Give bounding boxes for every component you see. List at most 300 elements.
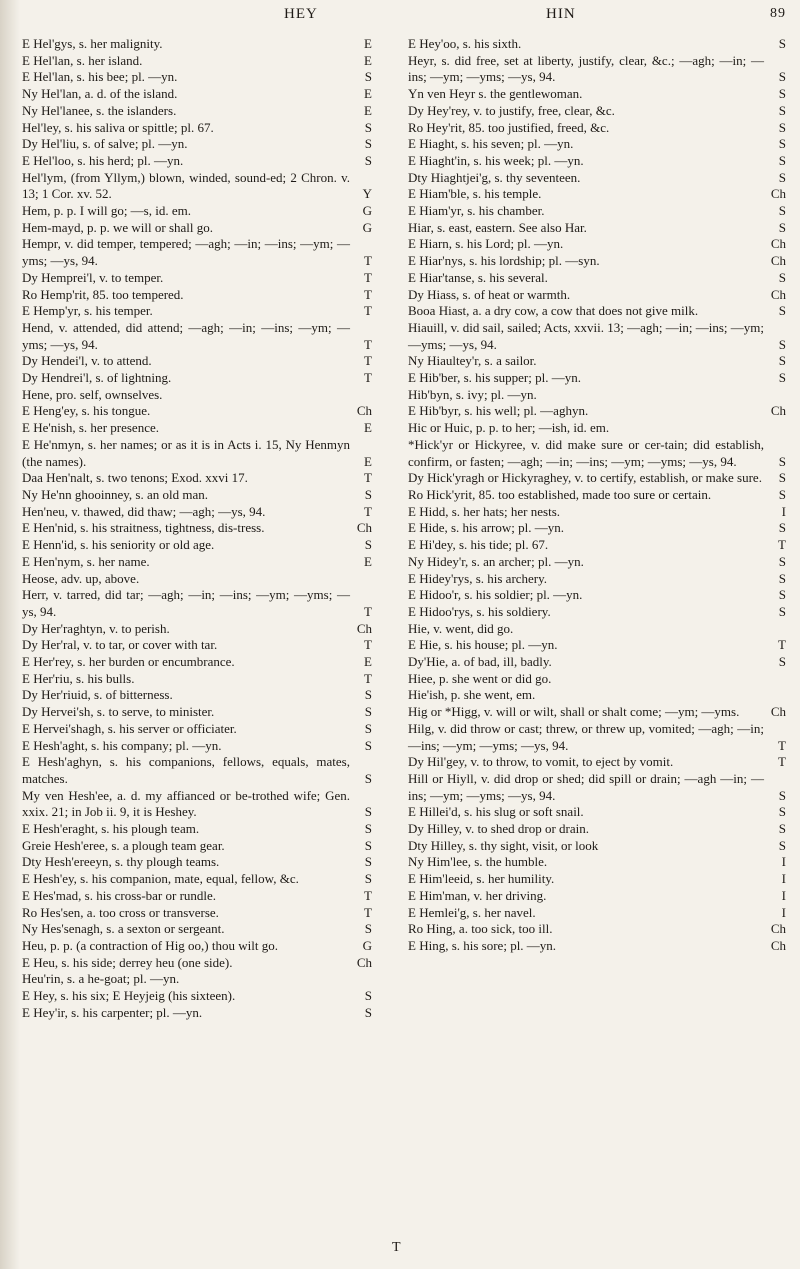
header-right-guide-word: HIN bbox=[546, 6, 576, 22]
dictionary-entry bbox=[22, 53, 372, 70]
entry-text: E Henn'id, s. his seniority or old age. bbox=[22, 537, 215, 553]
entry-text: Hempr, v. did temper, tempered; —agh; —in; —ins; —ym; —yms; —ys, 94. bbox=[22, 236, 350, 269]
entry-text: E Hide, s. his arrow; pl. —yn. bbox=[408, 520, 564, 536]
entry-source-tag: S bbox=[775, 120, 786, 137]
entry-text: Heu, p. p. (a contraction of Hig oo,) thou wilt go. bbox=[22, 937, 278, 953]
entry-source-tag: T bbox=[360, 637, 372, 654]
dictionary-entry bbox=[22, 537, 372, 554]
entry-text: Ro Hemp'rit, 85. too tempered. bbox=[22, 286, 184, 302]
dictionary-entry bbox=[22, 353, 372, 370]
entry-source-tag: S bbox=[361, 771, 372, 788]
entry-source-tag: S bbox=[775, 470, 786, 487]
entry-source-tag: S bbox=[361, 69, 372, 86]
entry-text: E He'nmyn, s. her names; or as it is in Acts i. 15, Ny Henmyn (the names). bbox=[22, 436, 350, 469]
entry-source-tag: S bbox=[775, 838, 786, 855]
dictionary-entry bbox=[22, 888, 372, 905]
entry-text: E Hib'byr, s. his well; pl. —aghyn. bbox=[408, 403, 589, 419]
dictionary-entry bbox=[408, 504, 786, 521]
entry-source-tag: T bbox=[360, 287, 372, 304]
dictionary-entry bbox=[408, 671, 786, 688]
entry-text: Dty Hilley, s. thy sight, visit, or look bbox=[408, 837, 599, 853]
entry-text: E Hidey'rys, s. his archery. bbox=[408, 570, 548, 586]
dictionary-entry bbox=[408, 370, 786, 387]
dictionary-entry bbox=[408, 704, 786, 721]
entry-text: Greie Hesh'eree, s. a plough team gear. bbox=[22, 837, 225, 853]
entry-text: E Hi'dey, s. his tide; pl. 67. bbox=[408, 537, 549, 553]
entry-text: Hie'ish, p. she went, em. bbox=[408, 687, 536, 703]
entry-source-tag: Ch bbox=[353, 621, 372, 638]
entry-text: Hic or Huic, p. p. to her; —ish, id. em. bbox=[408, 420, 610, 436]
entry-source-tag: S bbox=[775, 103, 786, 120]
dictionary-entry bbox=[22, 153, 372, 170]
entry-source-tag: S bbox=[775, 571, 786, 588]
dictionary-entry bbox=[408, 604, 786, 621]
entry-source-tag: T bbox=[360, 504, 372, 521]
dictionary-entry bbox=[22, 504, 372, 521]
dictionary-entry bbox=[22, 387, 372, 404]
entry-source-tag: S bbox=[361, 1005, 372, 1022]
entry-text: E Hel'gys, s. her malignity. bbox=[22, 36, 163, 51]
entry-source-tag: S bbox=[361, 153, 372, 170]
entry-text: Dty Hesh'ereeyn, s. thy plough teams. bbox=[22, 854, 220, 870]
entry-source-tag: T bbox=[360, 270, 372, 287]
dictionary-entry bbox=[408, 86, 786, 103]
header-left-guide-word: HEY bbox=[284, 6, 318, 22]
entry-text: E Hen'nym, s. her name. bbox=[22, 553, 150, 569]
dictionary-entry bbox=[408, 103, 786, 120]
entry-source-tag: E bbox=[360, 420, 372, 437]
entry-source-tag: Ch bbox=[353, 955, 372, 972]
entry-source-tag: S bbox=[775, 604, 786, 621]
entry-text: E Hidoo'rys, s. his soldiery. bbox=[408, 603, 551, 619]
dictionary-entry bbox=[408, 905, 786, 922]
entry-source-tag: S bbox=[775, 788, 786, 805]
entry-source-tag: T bbox=[774, 637, 786, 654]
dictionary-entry bbox=[22, 971, 372, 988]
entry-text: E Hesh'eraght, s. his plough team. bbox=[22, 821, 200, 837]
dictionary-entry bbox=[22, 821, 372, 838]
entry-text: Ny Hes'senagh, s. a sexton or sergeant. bbox=[22, 921, 225, 937]
entry-text: Hilg, v. did throw or cast; threw, or threw up, vomited; —agh; —in; —ins; —ym; —yms; —ys, 94. bbox=[408, 720, 764, 753]
entry-text: *Hick'yr or Hickyree, v. did make sure or cer-tain; did establish, confirm, or fasten; —agh; —in; —ins; —ym; —yms; —ys, 94. bbox=[408, 436, 764, 469]
dictionary-entry bbox=[22, 236, 372, 269]
dictionary-entry bbox=[22, 788, 372, 821]
entry-source-tag: I bbox=[778, 871, 786, 888]
dictionary-entry bbox=[22, 571, 372, 588]
entry-source-tag: S bbox=[775, 520, 786, 537]
dictionary-entry bbox=[408, 270, 786, 287]
entry-source-tag: S bbox=[775, 370, 786, 387]
dictionary-entry bbox=[22, 203, 372, 220]
entry-source-tag: S bbox=[361, 988, 372, 1005]
entry-text: Hem, p. p. I will go; —s, id. em. bbox=[22, 203, 191, 219]
entry-text: Ny Hel'lan, a. d. of the island. bbox=[22, 86, 178, 102]
dictionary-entry bbox=[22, 921, 372, 938]
entry-text: E Hel'lan, s. her island. bbox=[22, 52, 143, 68]
entry-source-tag: S bbox=[361, 921, 372, 938]
entry-source-tag: Ch bbox=[767, 253, 786, 270]
entry-source-tag: G bbox=[359, 203, 372, 220]
entry-text: Dy Hervei'sh, s. to serve, to minister. bbox=[22, 704, 215, 720]
entry-source-tag: E bbox=[360, 36, 372, 53]
dictionary-entry bbox=[408, 687, 786, 704]
entry-source-tag: S bbox=[775, 353, 786, 370]
entry-text: Dy Hick'yragh or Hickyraghey, v. to certify, establish, or make sure. bbox=[408, 470, 762, 486]
entry-text: Dy Her'ral, v. to tar, or cover with tar. bbox=[22, 637, 218, 653]
left-column bbox=[22, 36, 372, 1021]
entry-source-tag: E bbox=[360, 554, 372, 571]
entry-source-tag: S bbox=[775, 36, 786, 53]
dictionary-entry bbox=[408, 854, 786, 871]
dictionary-entry bbox=[408, 754, 786, 771]
dictionary-entry bbox=[408, 170, 786, 187]
dictionary-entry bbox=[408, 654, 786, 671]
entry-text: Ro Hes'sen, a. too cross or transverse. bbox=[22, 904, 219, 920]
dictionary-entry bbox=[408, 537, 786, 554]
entry-source-tag: G bbox=[359, 220, 372, 237]
entry-text: E Hesh'ey, s. his companion, mate, equal, fellow, &c. bbox=[22, 871, 299, 887]
entry-text: Ny Hidey'r, s. an archer; pl. —yn. bbox=[408, 553, 584, 569]
dictionary-entry bbox=[22, 136, 372, 153]
dictionary-entry bbox=[22, 103, 372, 120]
dictionary-entry bbox=[22, 704, 372, 721]
entry-text: Dy Hendei'l, v. to attend. bbox=[22, 353, 152, 369]
entry-text: Dy Hey'rey, v. to justify, free, clear, &c. bbox=[408, 102, 615, 118]
entry-text: Dy Hemprei'l, v. to temper. bbox=[22, 269, 164, 285]
dictionary-entry bbox=[408, 136, 786, 153]
dictionary-entry bbox=[408, 120, 786, 137]
entry-text: E Hiar'nys, s. his lordship; pl. —syn. bbox=[408, 253, 600, 269]
entry-text: Ny He'nn ghooinney, s. an old man. bbox=[22, 486, 208, 502]
entry-text: Ny Him'lee, s. the humble. bbox=[408, 854, 548, 870]
dictionary-entry bbox=[408, 520, 786, 537]
entry-source-tag: T bbox=[360, 604, 372, 621]
entry-source-tag: S bbox=[361, 721, 372, 738]
entry-source-tag: T bbox=[360, 253, 372, 270]
entry-text: E Hiarn, s. his Lord; pl. —yn. bbox=[408, 236, 564, 252]
entry-source-tag: E bbox=[360, 103, 372, 120]
entry-source-tag: T bbox=[360, 370, 372, 387]
dictionary-entry bbox=[22, 303, 372, 320]
entry-text: E Hemp'yr, s. his temper. bbox=[22, 303, 153, 319]
entry-source-tag: S bbox=[775, 554, 786, 571]
entry-text: E Hing, s. his sore; pl. —yn. bbox=[408, 937, 557, 953]
dictionary-entry bbox=[408, 236, 786, 253]
dictionary-entry bbox=[408, 571, 786, 588]
dictionary-entry bbox=[22, 955, 372, 972]
entry-text: E Hillei'd, s. his slug or soft snail. bbox=[408, 804, 584, 820]
entry-source-tag: Ch bbox=[767, 921, 786, 938]
entry-source-tag: Ch bbox=[353, 403, 372, 420]
entry-source-tag: T bbox=[360, 905, 372, 922]
entry-source-tag: S bbox=[361, 136, 372, 153]
entry-text: E Hie, s. his house; pl. —yn. bbox=[408, 637, 558, 653]
entry-source-tag: Ch bbox=[353, 520, 372, 537]
entry-text: Dty Hiaghtjei'g, s. thy seventeen. bbox=[408, 169, 581, 185]
dictionary-entry bbox=[408, 771, 786, 804]
dictionary-entry bbox=[408, 470, 786, 487]
entry-text: Dy Her'raghtyn, v. to perish. bbox=[22, 620, 170, 636]
entry-source-tag: E bbox=[360, 86, 372, 103]
dictionary-entry bbox=[22, 287, 372, 304]
dictionary-entry bbox=[22, 370, 372, 387]
page-binding-edge bbox=[0, 0, 20, 1269]
entry-source-tag: S bbox=[775, 170, 786, 187]
entry-text: Heose, adv. up, above. bbox=[22, 570, 140, 586]
entry-text: E Heu, s. his side; derrey heu (one side). bbox=[22, 954, 233, 970]
entry-text: E Hiar'tanse, s. his several. bbox=[408, 269, 548, 285]
dictionary-entry bbox=[22, 270, 372, 287]
entry-source-tag: T bbox=[360, 353, 372, 370]
dictionary-entry bbox=[408, 637, 786, 654]
dictionary-entry bbox=[408, 938, 786, 955]
dictionary-entry bbox=[22, 1005, 372, 1022]
entry-source-tag: T bbox=[360, 470, 372, 487]
entry-source-tag: E bbox=[360, 454, 372, 471]
entry-text: E Hey, s. his six; E Heyjeig (his sixteen). bbox=[22, 988, 236, 1004]
entry-source-tag: I bbox=[778, 504, 786, 521]
entry-source-tag: S bbox=[361, 120, 372, 137]
entry-text: Hend, v. attended, did attend; —agh; —in; —ins; —ym; —yms; —ys, 94. bbox=[22, 319, 350, 352]
entry-source-tag: S bbox=[361, 687, 372, 704]
entry-text: Yn ven Heyr s. the gentlewoman. bbox=[408, 86, 583, 102]
dictionary-entry bbox=[22, 69, 372, 86]
entry-text: Heu'rin, s. a he-goat; pl. —yn. bbox=[22, 971, 180, 987]
entry-source-tag: Ch bbox=[767, 403, 786, 420]
page-header bbox=[46, 6, 786, 30]
entry-source-tag: S bbox=[775, 153, 786, 170]
entry-source-tag: Ch bbox=[767, 704, 786, 721]
entry-text: E Hidd, s. her hats; her nests. bbox=[408, 503, 561, 519]
dictionary-entry bbox=[22, 320, 372, 353]
entry-source-tag: S bbox=[775, 454, 786, 471]
dictionary-entry bbox=[408, 821, 786, 838]
entry-text: Hiee, p. she went or did go. bbox=[408, 670, 552, 686]
entry-text: E Hel'loo, s. his herd; pl. —yn. bbox=[22, 152, 184, 168]
entry-text: Hib'byn, s. ivy; pl. —yn. bbox=[408, 386, 537, 402]
entry-source-tag: E bbox=[360, 654, 372, 671]
entry-text: Hen'neu, v. thawed, did thaw; —agh; —ys, 94. bbox=[22, 503, 266, 519]
entry-text: E Hervei'shagh, s. his server or officiater. bbox=[22, 720, 237, 736]
entry-source-tag: S bbox=[361, 537, 372, 554]
entry-text: Ro Hey'rit, 85. too justified, freed, &c. bbox=[408, 119, 610, 135]
entry-text: Hig or *Higg, v. will or wilt, shall or shalt come; —ym; —yms. bbox=[408, 704, 740, 720]
dictionary-entry bbox=[22, 520, 372, 537]
entry-source-tag: S bbox=[775, 86, 786, 103]
entry-source-tag: S bbox=[775, 136, 786, 153]
dictionary-entry bbox=[22, 687, 372, 704]
entry-source-tag: T bbox=[774, 754, 786, 771]
entry-source-tag: S bbox=[775, 804, 786, 821]
entry-text: E Hemlei'g, s. her navel. bbox=[408, 904, 536, 920]
entry-text: E Hiam'ble, s. his temple. bbox=[408, 186, 542, 202]
entry-source-tag: S bbox=[361, 854, 372, 871]
dictionary-entry bbox=[408, 804, 786, 821]
entry-source-tag: T bbox=[774, 537, 786, 554]
entry-text: E Her'riu, s. his bulls. bbox=[22, 670, 135, 686]
dictionary-entry bbox=[22, 220, 372, 237]
entry-text: Daa Hen'nalt, s. two tenons; Exod. xxvi 17. bbox=[22, 470, 248, 486]
entry-source-tag: S bbox=[775, 821, 786, 838]
dictionary-entry bbox=[22, 871, 372, 888]
entry-source-tag: S bbox=[361, 821, 372, 838]
dictionary-entry bbox=[22, 420, 372, 437]
entry-text: Heyr, s. did free, set at liberty, justify, clear, &c.; —agh; —in; —ins; —ym; —yms; —ys, 94. bbox=[408, 52, 764, 85]
dictionary-entry bbox=[408, 403, 786, 420]
entry-text: Dy'Hie, a. of bad, ill, badly. bbox=[408, 654, 552, 670]
dictionary-entry bbox=[22, 36, 372, 53]
entry-text: E He'nish, s. her presence. bbox=[22, 420, 159, 436]
entry-text: E Hidoo'r, s. his soldier; pl. —yn. bbox=[408, 587, 583, 603]
dictionary-entry bbox=[408, 888, 786, 905]
entry-text: Hel'ley, s. his saliva or spittle; pl. 67. bbox=[22, 119, 214, 135]
entry-source-tag: S bbox=[775, 270, 786, 287]
dictionary-entry bbox=[408, 287, 786, 304]
dictionary-entry bbox=[22, 86, 372, 103]
entry-text: E Him'leeid, s. her humility. bbox=[408, 871, 555, 887]
dictionary-entry bbox=[408, 721, 786, 754]
dictionary-entry bbox=[408, 220, 786, 237]
entry-source-tag: S bbox=[361, 704, 372, 721]
dictionary-entry bbox=[408, 871, 786, 888]
entry-text: E Hel'lan, s. his bee; pl. —yn. bbox=[22, 69, 178, 85]
dictionary-entry bbox=[22, 120, 372, 137]
entry-text: E Hib'ber, s. his supper; pl. —yn. bbox=[408, 370, 581, 386]
entry-text: E Hesh'aght, s. his company; pl. —yn. bbox=[22, 737, 222, 753]
dictionary-entry bbox=[22, 654, 372, 671]
entry-source-tag: S bbox=[775, 303, 786, 320]
entry-text: Hiar, s. east, eastern. See also Har. bbox=[408, 219, 587, 235]
dictionary-entry bbox=[22, 671, 372, 688]
entry-text: Hem-mayd, p. p. we will or shall go. bbox=[22, 219, 213, 235]
dictionary-entry bbox=[408, 53, 786, 86]
entry-source-tag: S bbox=[361, 487, 372, 504]
entry-source-tag: S bbox=[775, 69, 786, 86]
entry-source-tag: S bbox=[775, 220, 786, 237]
entry-text: Dy Hiass, s. of heat or warmth. bbox=[408, 286, 571, 302]
entry-source-tag: T bbox=[360, 888, 372, 905]
dictionary-entry bbox=[22, 470, 372, 487]
entry-text: E Heng'ey, s. his tongue. bbox=[22, 403, 151, 419]
dictionary-entry bbox=[22, 854, 372, 871]
page-number: 89 bbox=[770, 6, 786, 21]
dictionary-entry bbox=[22, 487, 372, 504]
entry-source-tag: S bbox=[775, 654, 786, 671]
entry-text: Herr, v. tarred, did tar; —agh; —in; —ins; —ym; —yms; —ys, 94. bbox=[22, 587, 350, 619]
dictionary-entry bbox=[22, 403, 372, 420]
entry-text: E Hen'nid, s. his straitness, tightness, dis-tress. bbox=[22, 520, 265, 536]
entry-text: E Hiaght'in, s. his week; pl. —yn. bbox=[408, 152, 584, 168]
entry-source-tag: S bbox=[775, 587, 786, 604]
entry-text: Hiauill, v. did sail, sailed; Acts, xxvii. 13; —agh; —in; —ins; —ym; —yms; —ys, 94. bbox=[408, 319, 764, 352]
entry-source-tag: S bbox=[775, 337, 786, 354]
entry-text: Dy Her'riuid, s. of bitterness. bbox=[22, 687, 173, 703]
entry-text: Dy Hil'gey, v. to throw, to vomit, to eject by vomit. bbox=[408, 754, 674, 770]
dictionary-entry bbox=[408, 921, 786, 938]
entry-source-tag: S bbox=[361, 871, 372, 888]
dictionary-entry bbox=[408, 320, 786, 353]
dictionary-entry bbox=[22, 721, 372, 738]
dictionary-entry bbox=[22, 938, 372, 955]
entry-source-tag: Ch bbox=[767, 938, 786, 955]
entry-source-tag: I bbox=[778, 905, 786, 922]
entry-text: Dy Hendrei'l, s. of lightning. bbox=[22, 370, 172, 386]
entry-source-tag: S bbox=[775, 203, 786, 220]
entry-source-tag: Y bbox=[359, 186, 372, 203]
entry-text: E Hiam'yr, s. his chamber. bbox=[408, 203, 545, 219]
entry-source-tag: T bbox=[360, 337, 372, 354]
dictionary-entry bbox=[22, 587, 372, 620]
dictionary-entry bbox=[22, 554, 372, 571]
dictionary-entry bbox=[408, 153, 786, 170]
right-column bbox=[408, 36, 786, 955]
entry-text: Hene, pro. self, ownselves. bbox=[22, 386, 163, 402]
dictionary-entry bbox=[408, 437, 786, 470]
entry-text: Hel'lym, (from Yllym,) blown, winded, sound-ed; 2 Chron. v. 13; 1 Cor. xv. 52. bbox=[22, 169, 350, 202]
dictionary-entry bbox=[408, 621, 786, 638]
entry-source-tag: S bbox=[361, 804, 372, 821]
entry-text: Ro Hing, a. too sick, too ill. bbox=[408, 921, 553, 937]
signature-mark: T bbox=[392, 1240, 401, 1255]
entry-text: E Hes'mad, s. his cross-bar or rundle. bbox=[22, 887, 217, 903]
entry-text: Booa Hiast, a. a dry cow, a cow that does not give milk. bbox=[408, 303, 699, 319]
entry-text: Ny Hel'lanee, s. the islanders. bbox=[22, 102, 177, 118]
dictionary-entry bbox=[22, 754, 372, 787]
entry-source-tag: Ch bbox=[767, 287, 786, 304]
entry-text: Ny Hiaultey'r, s. a sailor. bbox=[408, 353, 537, 369]
dictionary-entry bbox=[408, 387, 786, 404]
entry-source-tag: Ch bbox=[767, 186, 786, 203]
entry-source-tag: G bbox=[359, 938, 372, 955]
entry-source-tag: T bbox=[360, 671, 372, 688]
entry-text: My ven Hesh'ee, a. d. my affianced or be-trothed wife; Gen. xxix. 21; in Job ii. 9, it is Heshey. bbox=[22, 787, 350, 820]
dictionary-entry bbox=[408, 36, 786, 53]
entry-text: E Hey'ir, s. his carpenter; pl. —yn. bbox=[22, 1004, 203, 1020]
dictionary-entry bbox=[408, 420, 786, 437]
dictionary-entry bbox=[22, 170, 372, 203]
dictionary-entry bbox=[408, 203, 786, 220]
dictionary-entry bbox=[22, 988, 372, 1005]
dictionary-entry bbox=[408, 487, 786, 504]
entry-text: Dy Hilley, v. to shed drop or drain. bbox=[408, 821, 590, 837]
entry-text: Ro Hick'yrit, 85. too established, made too sure or certain. bbox=[408, 486, 712, 502]
dictionary-entry bbox=[22, 621, 372, 638]
entry-source-tag: S bbox=[361, 738, 372, 755]
entry-text: E Hesh'aghyn, s. his companions, fellows, equals, mates, matches. bbox=[22, 754, 350, 786]
dictionary-entry bbox=[22, 738, 372, 755]
entry-text: E Hiaght, s. his seven; pl. —yn. bbox=[408, 136, 574, 152]
entry-source-tag: I bbox=[778, 854, 786, 871]
entry-text: Hill or Hiyll, v. did drop or shed; did spill or drain; —agh —in; —ins; —ym; —yms; —ys, 94. bbox=[408, 770, 764, 803]
dictionary-entry bbox=[408, 186, 786, 203]
dictionary-entry bbox=[408, 554, 786, 571]
entry-source-tag: S bbox=[361, 838, 372, 855]
dictionary-entry bbox=[408, 253, 786, 270]
entry-text: Dy Hel'liu, s. of salve; pl. —yn. bbox=[22, 136, 188, 152]
dictionary-entry bbox=[408, 353, 786, 370]
entry-source-tag: S bbox=[775, 487, 786, 504]
dictionary-entry bbox=[22, 838, 372, 855]
entry-text: E Him'man, v. her driving. bbox=[408, 887, 547, 903]
entry-source-tag: I bbox=[778, 888, 786, 905]
entry-source-tag: T bbox=[774, 738, 786, 755]
entry-source-tag: Ch bbox=[767, 236, 786, 253]
entry-text: Hie, v. went, did go. bbox=[408, 620, 514, 636]
entry-source-tag: T bbox=[360, 303, 372, 320]
dictionary-entry bbox=[22, 905, 372, 922]
dictionary-entry bbox=[408, 303, 786, 320]
dictionary-entry bbox=[22, 637, 372, 654]
